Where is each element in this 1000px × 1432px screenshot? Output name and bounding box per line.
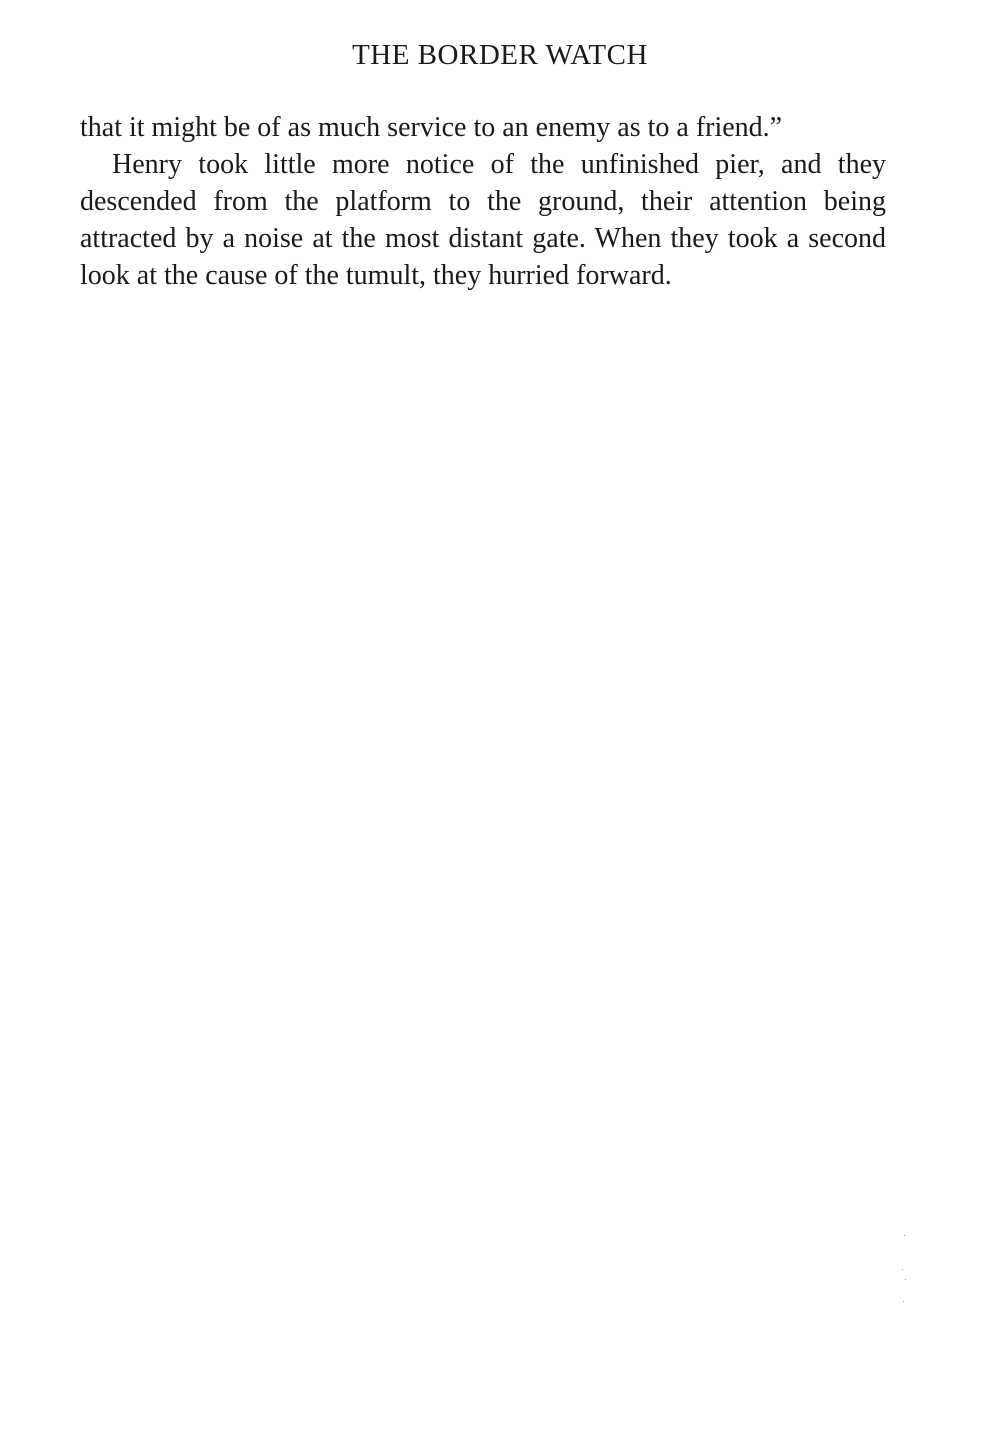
- page-body: [80, 109, 886, 294]
- scan-specks: [900, 1235, 912, 1315]
- paragraph-continuation: that it might be of as much service to an enemy as to a friend.”: [80, 112, 783, 143]
- paragraph-henry: Henry took little more notice of the unfinished pier, and they descended from the platform to the ground, their attention being attracted by a noise at the most distant gate. When they took a second look at the cause of the tumult, they hurried forward.: [80, 149, 886, 291]
- running-title: THE BORDER WATCH: [352, 39, 648, 71]
